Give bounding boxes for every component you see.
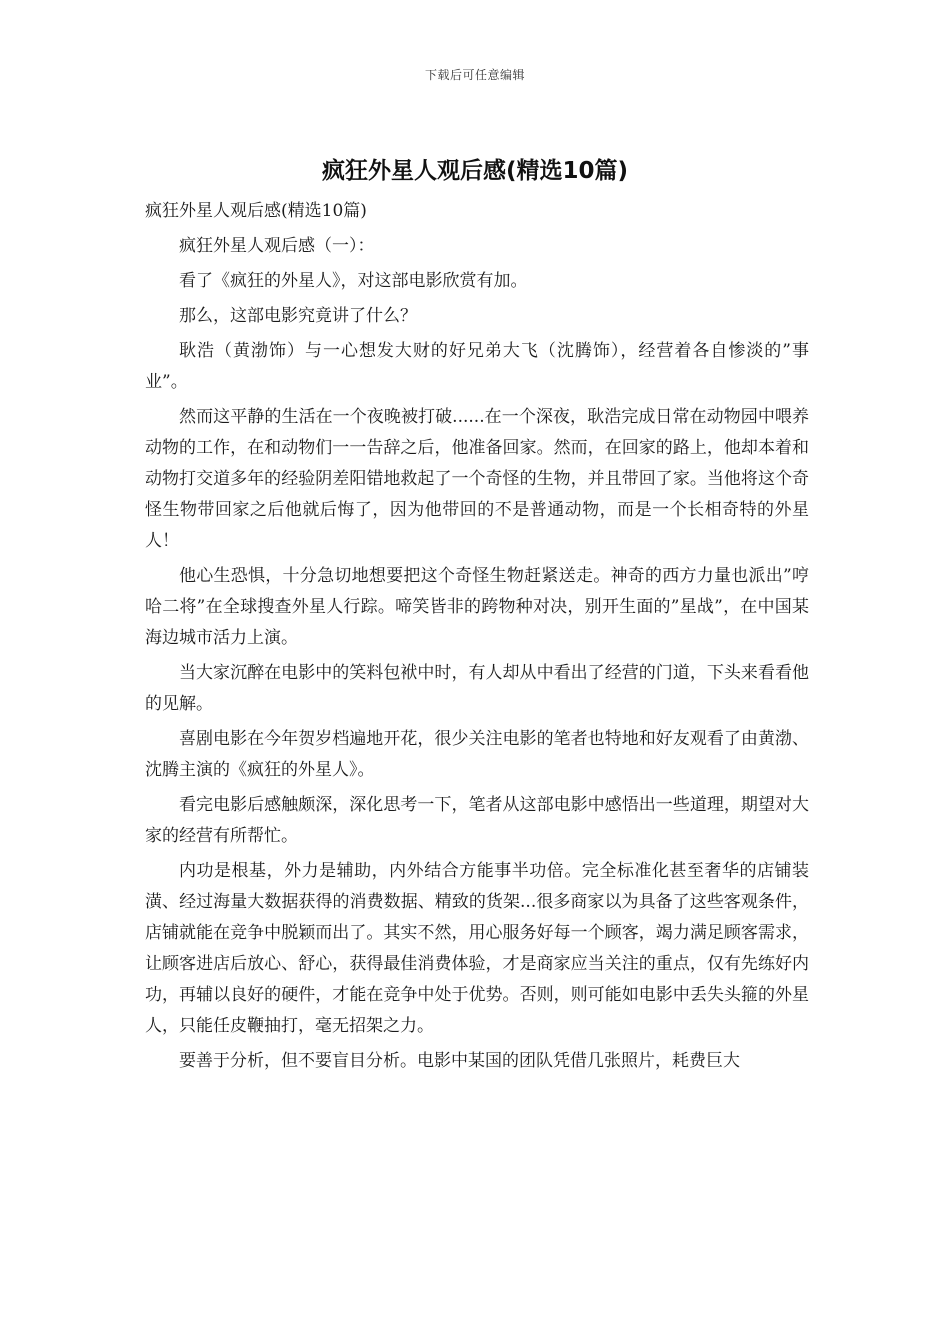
paragraph: 喜剧电影在今年贺岁档遍地开花，很少关注电影的笔者也特地和好友观看了由黄渤、沈腾主演的《疯狂的外星人》。 bbox=[145, 729, 809, 780]
paragraph: 耿浩（黄渤饰）与一心想发大财的好兄弟大飞（沈腾饰），经营着各自惨淡的”事业”。 bbox=[145, 341, 809, 392]
document-body bbox=[145, 196, 809, 1081]
paragraph: 然而这平静的生活在一个夜晚被打破......在一个深夜，耿浩完成日常在动物园中喂养动物的工作，在和动物们一一告辞之后，他准备回家。然而，在回家的路上，他却本着和动物打交道多年的经验阴差阳错地救起了一个奇怪的生物，并且带回了家。当他将这个奇怪生物带回家之后他就后悔了，因为他带回的不是普通动物，而是一个长相奇特的外星人！ bbox=[145, 407, 809, 551]
paragraph: 他心生恐惧，十分急切地想要把这个奇怪生物赶紧送走。神奇的西方力量也派出”哼哈二将”在全球搜查外星人行踪。啼笑皆非的跨物种对决，别开生面的”星战”，在中国某海边城市活力上演。 bbox=[145, 566, 809, 648]
header-note: 下载后可任意编辑 bbox=[424, 68, 525, 82]
paragraph: 看完电影后感触颇深，深化思考一下，笔者从这部电影中感悟出一些道理，期望对大家的经营有所帮忙。 bbox=[145, 795, 809, 846]
paragraph: 当大家沉醉在电影中的笑料包袱中时，有人却从中看出了经营的门道，下头来看看他的见解。 bbox=[145, 663, 809, 714]
paragraph: 要善于分析，但不要盲目分析。电影中某国的团队凭借几张照片，耗费巨大 bbox=[179, 1051, 740, 1071]
paragraph: 看了《疯狂的外星人》，对这部电影欣赏有加。 bbox=[179, 271, 528, 291]
paragraph: 那么，这部电影究竟讲了什么？ bbox=[179, 306, 417, 326]
paragraph: 内功是根基，外力是辅助，内外结合方能事半功倍。完全标准化甚至奢华的店铺装潢、经过海量大数据获得的消费数据、精致的货架...很多商家以为具备了这些客观条件，店铺就能在竞争中脱颖而出了。其实不然，用心服务好每一个顾客，竭力满足顾客需求，让顾客进店后放心、舒心，获得最佳消费体验，才是商家应当关注的重点，仅有先练好内功，再辅以良好的硬件，才能在竞争中处于优势。否则，则可能如电影中丢失头箍的外星人，只能任皮鞭抽打，毫无招架之力。 bbox=[145, 861, 809, 1036]
paragraph: 疯狂外星人观后感（一）： bbox=[179, 236, 375, 256]
document-title: 疯狂外星人观后感(精选10篇) bbox=[321, 158, 629, 184]
document-subtitle: 疯狂外星人观后感(精选10篇) bbox=[145, 201, 367, 221]
